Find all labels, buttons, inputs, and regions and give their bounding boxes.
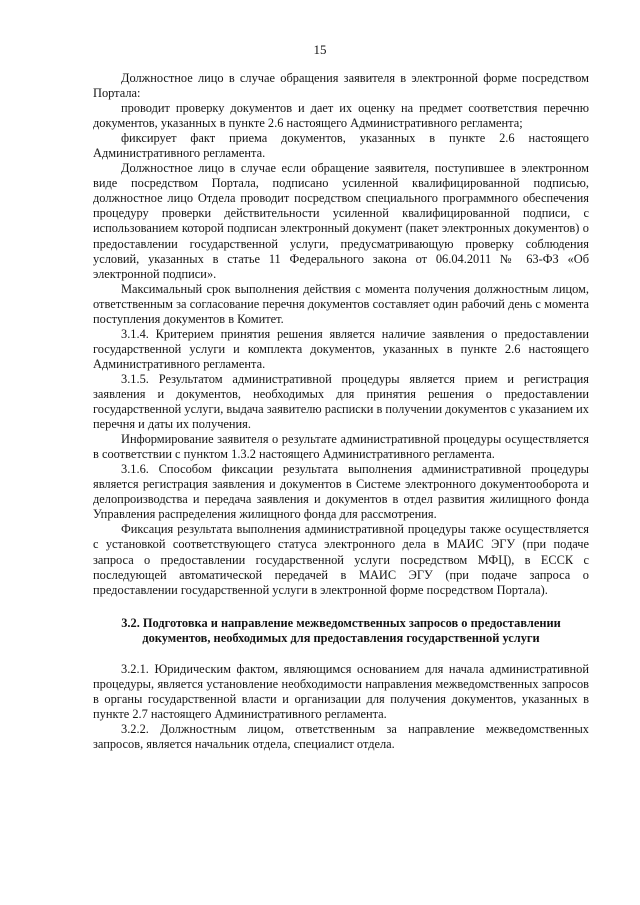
paragraph: Должностное лицо в случае обращения заявителя в электронной форме посредством Портала: — [93, 71, 589, 101]
paragraph: Информирование заявителя о результате административной процедуры осуществляется в соответствии с пунктом 1.3.2 настоящего Административного регламента. — [93, 432, 589, 462]
paragraph: 3.2.1. Юридическим фактом, являющимся основанием для начала административной процедуры, является установление необходимости направления межведомственных запросов в органы государственной власти и организации для получения документов, указанных в пункте 2.7 настоящего Административного регламента. — [93, 661, 589, 721]
paragraph: 3.1.4. Критерием принятия решения является наличие заявления о предоставлении государственной услуги и комплекта документов, указанных в пункте 2.6 настоящего Административного регламента. — [93, 326, 589, 371]
paragraph: Максимальный срок выполнения действия с момента получения должностным лицом, ответственным за согласование перечня документов составляет один рабочий день с момента поступления документов в Комитет. — [93, 281, 589, 326]
paragraph: 3.2.2. Должностным лицом, ответственным за направление межведомственных запросов, является начальник отдела, специалист отдела. — [93, 721, 589, 751]
page-number: 15 — [313, 42, 327, 57]
section-heading: 3.2. Подготовка и направление межведомственных запросов о предоставлении документов, необходимых для предоставления государственной услуги — [121, 615, 561, 645]
document-body — [93, 71, 589, 752]
paragraph: Должностное лицо в случае если обращение заявителя, поступившее в электронном виде посредством Портала, подписано усиленной квалифицированной подписью, должностное лицо Отдела проводит посредством специального программного обеспечения процедуру проверки действительности усиленной квалифицированной подписи, с использованием которой подписан электронный документ (пакет электронных документов) о предоставлении государственной услуги, предусматривающую проверку соблюдения условий, указанных в статье 11 Федерального закона от 06.04.2011 № 63-ФЗ «Об электронной подписи». — [93, 161, 589, 281]
paragraph: 3.1.6. Способом фиксации результата выполнения административной процедуры является регистрация заявления и документов в Системе электронного документооборота и делопроизводства и передача заявления и документов в отдел развития жилищного фонда Управления распределения жилищного фонда для рассмотрения. — [93, 462, 589, 522]
paragraph: проводит проверку документов и дает их оценку на предмет соответствия перечню документов, указанных в пункте 2.6 настоящего Административного регламента; — [93, 101, 589, 131]
paragraph: фиксирует факт приема документов, указанных в пункте 2.6 настоящего Административного регламента. — [93, 131, 589, 161]
paragraph: 3.1.5. Результатом административной процедуры является прием и регистрация заявления и документов, необходимых для принятия решения о предоставлении государственной услуги, выдача заявителю расписки в получении документов с указанием их перечня и даты их получения. — [93, 371, 589, 432]
paragraph: Фиксация результата выполнения административной процедуры также осуществляется с установкой соответствующего статуса электронного дела в МАИС ЭГУ (при подаче запроса о предоставлении государственной услуги посредством МФЦ), в ЕССК с последующей автоматической передачей в МАИС ЭГУ (при подаче запроса о предоставлении государственной услуги в электронной форме посредством Портала). — [93, 522, 589, 597]
